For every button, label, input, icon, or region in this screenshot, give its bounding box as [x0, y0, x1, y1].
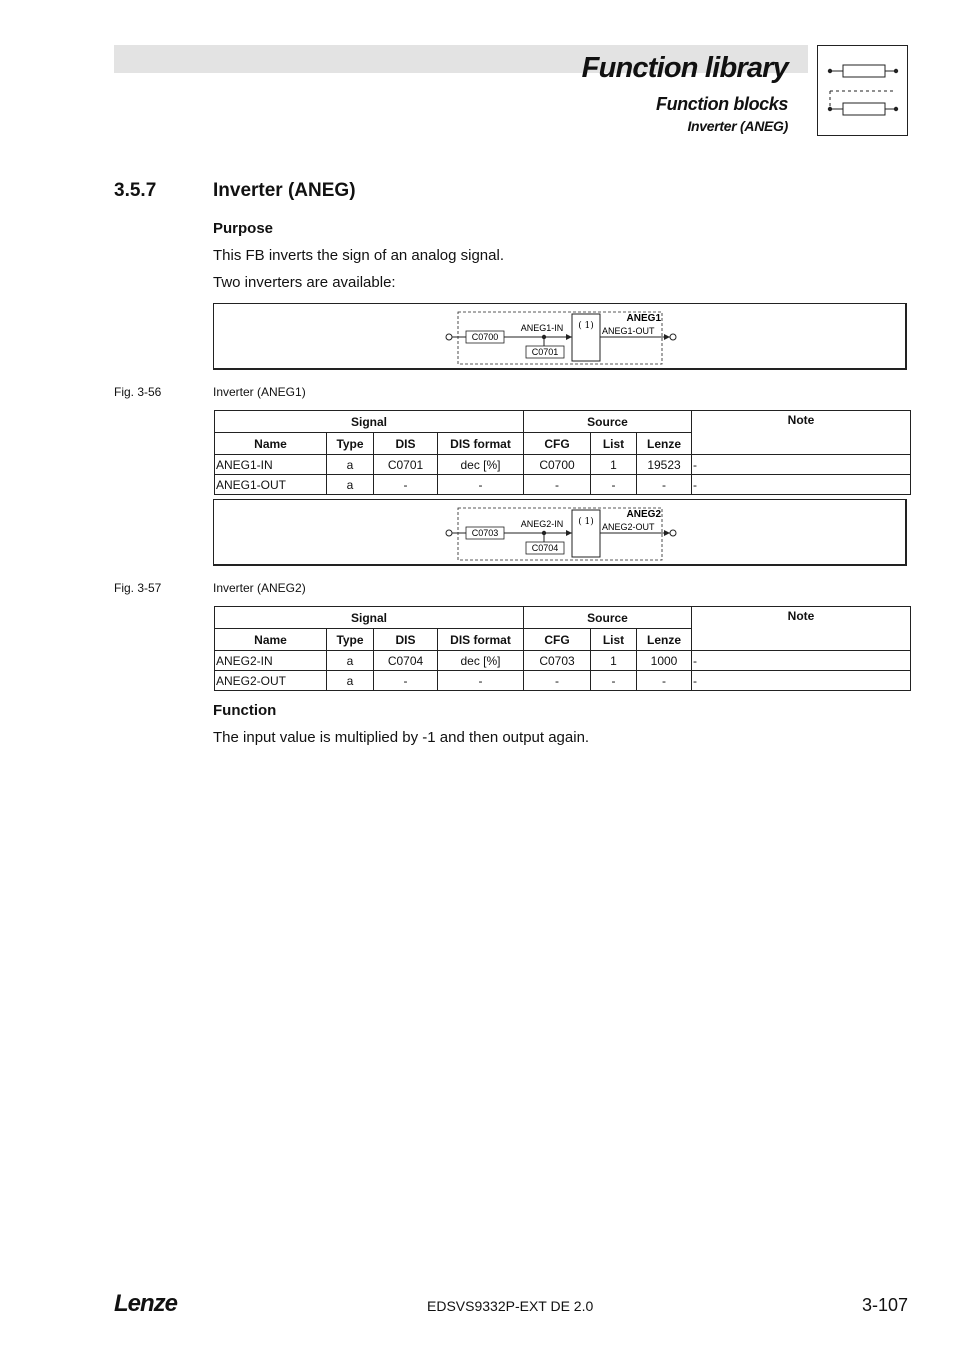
purpose-text-1: This FB inverts the sign of an analog signal. [213, 247, 504, 264]
cell-lenze: - [637, 475, 692, 495]
cell-note: - [692, 475, 911, 495]
fig-3-56-label: Fig. 3-56 [114, 385, 162, 399]
aneg2-signal-table [214, 606, 911, 691]
aneg2-block-name: ANEG2 [626, 509, 661, 520]
note-header: Note [692, 411, 911, 455]
aneg1-dis-code: C0701 [531, 347, 559, 357]
note-header: Note [692, 607, 911, 651]
cell-cfg: - [524, 671, 591, 691]
cell-dis-format: - [438, 671, 524, 691]
cell-dis-format: - [438, 475, 524, 495]
cell-dis: C0704 [374, 651, 438, 671]
fig-3-57-caption: Inverter (ANEG2) [213, 581, 306, 595]
col-list: List [591, 629, 637, 651]
aneg1-in-label: ANEG1-IN [520, 323, 564, 333]
aneg2-cfg-code: C0703 [471, 528, 499, 538]
cell-list: 1 [591, 455, 637, 475]
source-group-header: Source [524, 607, 692, 629]
cell-type: a [327, 671, 374, 691]
col-dis-format: DIS format [438, 433, 524, 455]
aneg2-symbol: ( 1) [578, 517, 594, 527]
function-text: The input value is multiplied by -1 and then output again. [213, 729, 590, 746]
cell-type: a [327, 651, 374, 671]
cell-list: 1 [591, 651, 637, 671]
cell-name: ANEG2-IN [215, 651, 327, 671]
cell-note: - [692, 671, 911, 691]
cell-name: ANEG1-OUT [215, 475, 327, 495]
cell-lenze: 1000 [637, 651, 692, 671]
aneg1-diagram [213, 303, 907, 370]
cell-dis: - [374, 671, 438, 691]
lenze-logo: Lenze [114, 1290, 178, 1317]
document-id: EDSVS9332P-EXT DE 2.0 [427, 1298, 594, 1314]
table-row [215, 475, 911, 495]
col-list: List [591, 433, 637, 455]
col-type: Type [327, 433, 374, 455]
aneg2-out-label: ANEG2-OUT [602, 522, 655, 532]
cell-cfg: C0700 [524, 455, 591, 475]
cell-dis: - [374, 475, 438, 495]
aneg2-diagram [213, 499, 907, 566]
aneg1-cfg-code: C0700 [471, 332, 499, 342]
purpose-text-2: Two inverters are available: [213, 274, 396, 291]
cell-dis-format: dec [%] [438, 455, 524, 475]
fig-3-56-caption: Inverter (ANEG1) [213, 385, 306, 399]
subsection-title-header: Inverter (ANEG) [687, 118, 788, 134]
cell-name: ANEG1-IN [215, 455, 327, 475]
cell-cfg: C0703 [524, 651, 591, 671]
chapter-title: Function library [581, 52, 788, 84]
col-lenze: Lenze [637, 629, 692, 651]
purpose-heading: Purpose [213, 220, 274, 237]
signal-group-header: Signal [215, 607, 524, 629]
table-row [215, 455, 911, 475]
aneg2-in-label: ANEG2-IN [520, 519, 564, 529]
col-name: Name [215, 433, 327, 455]
section-title: Inverter (ANEG) [213, 180, 356, 201]
cell-name: ANEG2-OUT [215, 671, 327, 691]
col-type: Type [327, 629, 374, 651]
col-cfg: CFG [524, 433, 591, 455]
aneg1-symbol: ( 1) [578, 321, 594, 331]
cell-list: - [591, 475, 637, 495]
cell-cfg: - [524, 475, 591, 495]
col-name: Name [215, 629, 327, 651]
cell-note: - [692, 651, 911, 671]
cell-type: a [327, 455, 374, 475]
col-dis: DIS [374, 629, 438, 651]
function-heading: Function [213, 702, 277, 719]
col-dis: DIS [374, 433, 438, 455]
function-block-icon [817, 45, 908, 136]
aneg1-block-name: ANEG1 [626, 313, 661, 324]
fig-3-57-label: Fig. 3-57 [114, 581, 162, 595]
cell-lenze: - [637, 671, 692, 691]
source-group-header: Source [524, 411, 692, 433]
col-dis-format: DIS format [438, 629, 524, 651]
cell-list: - [591, 671, 637, 691]
signal-group-header: Signal [215, 411, 524, 433]
aneg1-out-label: ANEG1-OUT [602, 326, 655, 336]
page-number: 3-107 [861, 1295, 908, 1315]
col-lenze: Lenze [637, 433, 692, 455]
aneg2-dis-code: C0704 [531, 543, 559, 553]
table-row [215, 651, 911, 671]
cell-note: - [692, 455, 911, 475]
section-title-header: Function blocks [655, 94, 788, 114]
col-cfg: CFG [524, 629, 591, 651]
aneg1-signal-table [214, 410, 911, 495]
cell-lenze: 19523 [637, 455, 692, 475]
cell-dis: C0701 [374, 455, 438, 475]
section-number: 3.5.7 [114, 180, 157, 201]
table-row [215, 671, 911, 691]
cell-dis-format: dec [%] [438, 651, 524, 671]
cell-type: a [327, 475, 374, 495]
